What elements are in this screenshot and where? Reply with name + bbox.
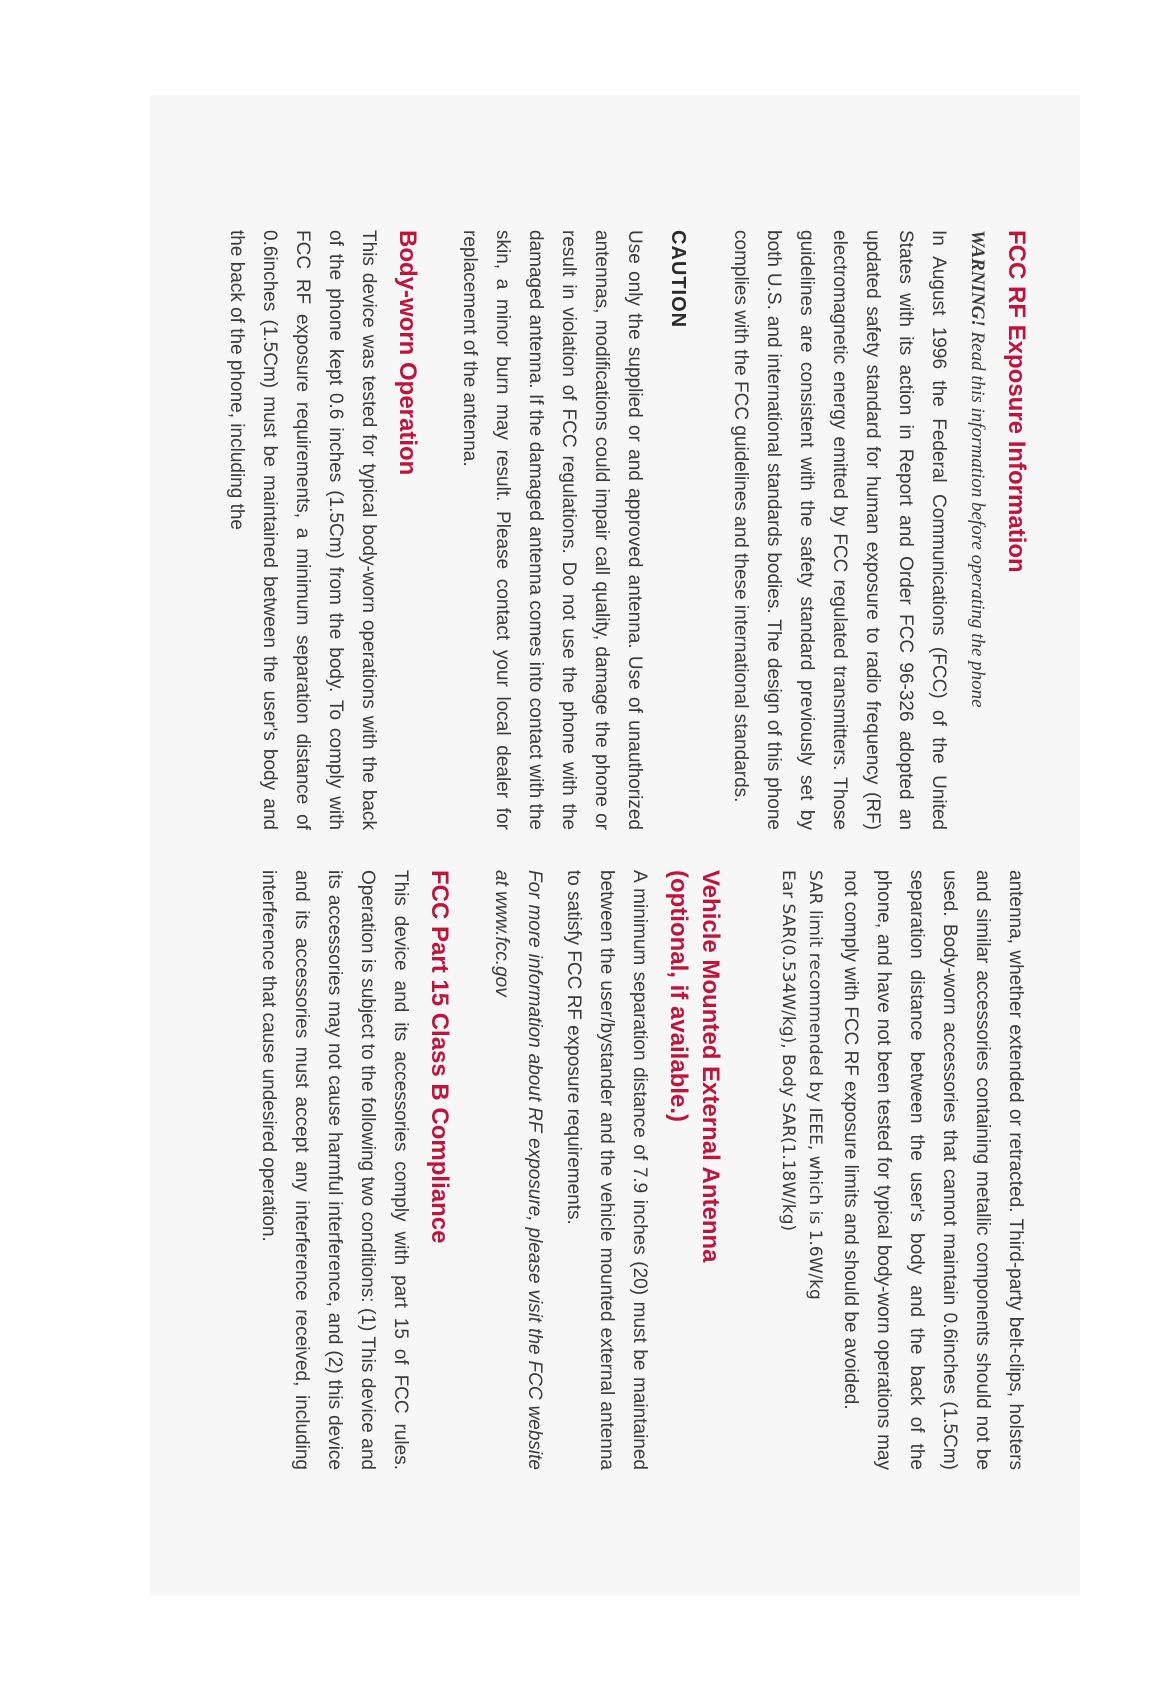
part15-heading: FCC Part 15 Class B Compliance (426, 870, 453, 1244)
right-column (202, 870, 1032, 1470)
vehicle-antenna-title: Vehicle Mounted External Antenna (697, 870, 724, 1263)
vehicle-antenna-subtitle: (optional, if available.) (665, 870, 692, 1123)
sar-values-line: Ear SAR(0.534W/kg), Body SAR(1.18W/kg) (778, 870, 798, 1232)
caution-paragraph: Use only the supplied or and approved antenna. Use of unauthorized antennas, modifications could impair call quality, damage the phone or result in violation of FCC regulations. Do not use the phone with the damaged antenna. If the damaged antenna comes into contact with the skin, a minor burn may result. Please contact your local dealer for replacement of the antenna. (459, 230, 645, 830)
body-worn-heading: Body-worn Operation (394, 230, 421, 476)
warning-label: WARNING! (967, 230, 988, 327)
rf-exposure-note: For more information about RF exposure, please visit the FCC website at www.fcc.gov (491, 870, 545, 1470)
caution-heading: CAUTION (667, 230, 689, 329)
fcc-intro-paragraph: In August 1996 the Federal Communications (FCC) of the United States with its action in Report and Order FCC 96-326 adopted an updated safety standard for human exposure to radio frequency (RF) electromagnetic energy emitted by FCC regulated transmitters. Those guidelines are consistent with the safety standard previously set by both U.S. and international standards bodies. The design of this phone complies with the FCC guidelines and these international standards. (730, 230, 949, 830)
sar-info (774, 870, 828, 1470)
warning-line (961, 230, 994, 830)
body-worn-paragraph: This device was tested for typical body-worn operations with the back of the phone kept 0.6 inches (1.5Cm) from the body. To comply with FCC RF exposure requirements, a minimum separation distance of 0.6inches (1.5Cm) must be maintained between the user's body and the back of the phone, including the (226, 230, 379, 830)
document-page (202, 230, 1032, 1540)
part15-paragraph: This device and its accessories comply with part 15 of FCC rules. Operation is subject to the following two conditions: (1) This device and its accessories may not cause harmful interference, and (2) this device and its accessories must accept any interference received, including interference that cause undesired operation. (258, 870, 411, 1470)
fcc-rf-exposure-heading: FCC RF Exposure Information (1003, 230, 1030, 573)
sar-limit-line: SAR limit recommended by IEEE, which is 1.6W/kg (805, 870, 825, 1300)
body-worn-continued-paragraph: antenna, whether extended or retracted. Third-party belt-clips, holsters and similar accessories containing metallic components should not be used. Body-worn accessories that cannot maintain 0.6inches (1.5Cm) separation distance between the user's body and the back of the phone, and have not been tested for typical body-worn operations may not comply with FCC RF exposure limits and should be avoided. (840, 870, 1026, 1470)
left-column (202, 230, 1032, 830)
warning-text: Read this information before operating the phone (967, 331, 988, 708)
vehicle-antenna-heading (662, 870, 726, 1470)
vehicle-antenna-paragraph: A minimum separation distance of 7.9 inches (20) must be maintained between the user/bystander and the vehicle mounted external antenna to satisfy FCC RF exposure requirements. (563, 870, 650, 1470)
